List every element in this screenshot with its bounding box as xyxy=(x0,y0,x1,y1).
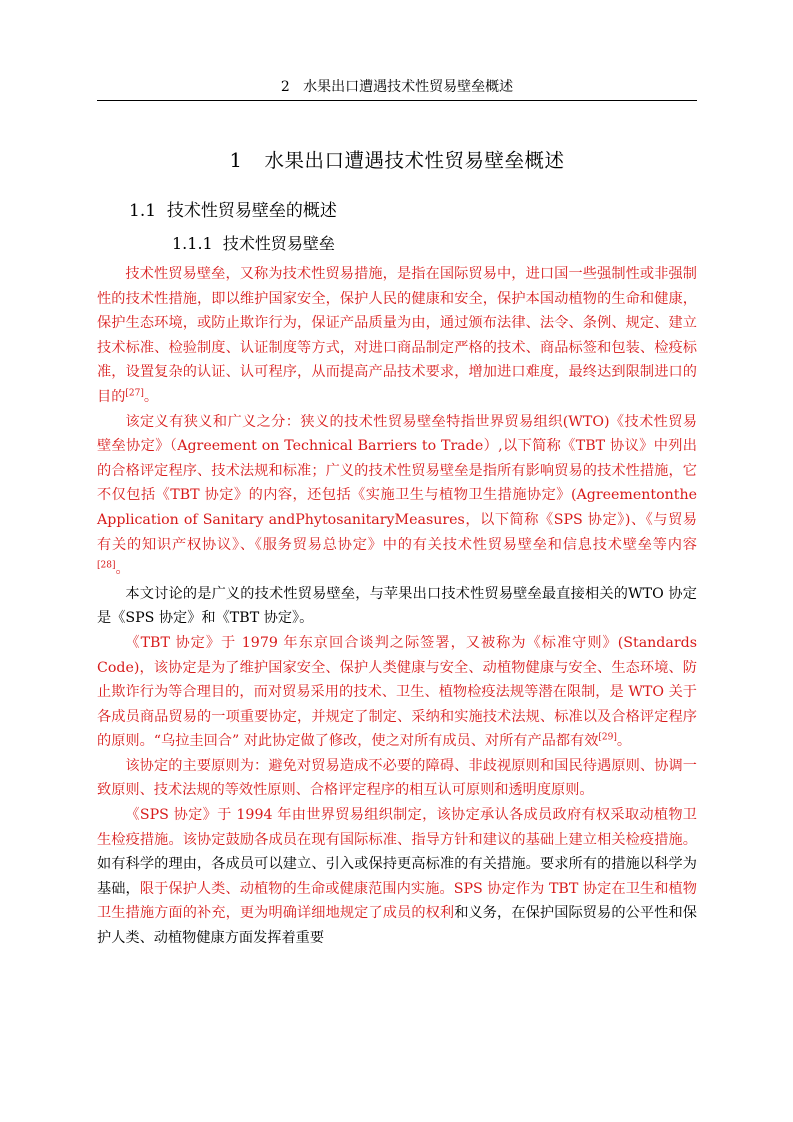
paragraph-scope xyxy=(97,582,697,631)
citation-ref: [27] xyxy=(125,388,144,399)
subsection-heading xyxy=(172,233,335,255)
paragraph-text: 该协定的主要原则为：避免对贸易造成不必要的障碍、非歧视原则和国民待遇原则、协调一致原则、技术法规的等效性原则、合格评定程序的相互认可原则和透明度原则。 xyxy=(97,757,697,799)
paragraph-principles xyxy=(97,754,697,803)
header-title: 水果出口遭遇技术性贸易壁垒概述 xyxy=(303,79,514,95)
paragraph-end: 。 xyxy=(115,561,130,578)
running-header xyxy=(97,78,697,96)
body-text xyxy=(97,262,697,951)
chapter-number: 1 xyxy=(229,149,243,172)
chapter-heading xyxy=(97,148,697,174)
paragraph-sps xyxy=(97,803,697,951)
citation-ref: [28] xyxy=(97,560,116,571)
paragraph-text: 《TBT 协定》于 1979 年东京回合谈判之际签署，又被称为《标准守则》(Standards Code)，该协定是为了维护国家安全、保护人类健康与安全、动植物健康与安全、生态环境、防止欺诈行为等合理目的，而对贸易采用的技术、卫生、植物检疫法规等潜在限制，是 WTO 关于各成员商品贸易的一项重要协定，并规定了制定、采纳和实施技术法规、标准以及合格评定程序的原则。“乌拉圭回合” 对此协定做了修改，使之对所有成员、对所有产品都有效 xyxy=(97,634,697,750)
subsection-number: 1.1.1 xyxy=(172,234,213,253)
paragraph-text: 该定义有狭义和广义之分：狭义的技术性贸易壁垒特指世界贸易组织(WTO)《技术性贸易壁垒协定》（Agreement on Technical Barriers to Trade）,以下简称《TBT 协议》中列出的合格评定程序、技术法规和标准；广义的技术性贸易壁垒是指所有影响贸易的技术性措施，它不仅包括《TBT 协定》的内容，还包括《实施卫生与植物卫生措施协定》(Agreementonthe Application of Sanitary andPhytosanitaryMeasures，以下简称《SPS 协定》)、《与贸易有关的知识产权协议》、《服务贸易总协定》中的有关技术性贸易壁垒和信息技术壁垒等内容 xyxy=(97,413,697,553)
paragraph-definition xyxy=(97,262,697,410)
section-heading xyxy=(129,199,337,223)
citation-ref: [29] xyxy=(598,732,617,743)
paragraph-end: 。 xyxy=(143,388,159,405)
paragraph-segment: 限于保护人类、动植物的生命或健康范围内实施。SPS 协定作为 TBT 协定在卫生和植物卫生措施方面的补充，更为明确详细地规定了成员的权利 xyxy=(97,880,697,922)
subsection-title: 技术性贸易壁垒 xyxy=(222,234,335,253)
header-divider xyxy=(97,100,697,101)
paragraph-text: 技术性贸易壁垒，又称为技术性贸易措施，是指在国际贸易中，进口国一些强制性或非强制性的技术性措施，即以维护国家安全，保护人民的健康和安全，保护本国动植物的生命和健康，保护生态环境，或防止欺诈行为，保证产品质量为由，通过颁布法律、法令、条例、规定、建立技术标准、检验制度、认证制度等方式，对进口商品制定严格的技术、商品标签和包装、检疫标准，设置复杂的认证、认可程序，从而提高产品技术要求，增加进口难度，最终达到限制进口的目的 xyxy=(97,266,697,405)
paragraph-segment: 如有科学的理由，各成员可以建立、引入或保持更高标准的有关措施。要求所有的措施以科学为基础， xyxy=(97,856,697,897)
chapter-title: 水果出口遭遇技术性贸易壁垒概述 xyxy=(264,149,565,172)
section-title: 技术性贸易壁垒的概述 xyxy=(166,201,337,221)
paragraph-segment: 和义务，在保护国际贸易的公平性和保护人类、动植物健康方面发挥着重要 xyxy=(97,905,697,947)
paragraph-narrow-broad xyxy=(97,410,697,582)
paragraph-segment: 《SPS 协定》于 1994 年由世界贸易组织制定，该协定承认各成员政府有权采取动植物卫生检疫措施。该协定鼓励各成员在现有国际标准、指导方针和建议的基础上建立相关检疫措施。 xyxy=(97,807,697,848)
header-chapter-number: 2 xyxy=(280,79,290,95)
paragraph-tbt xyxy=(97,631,697,754)
section-number: 1.1 xyxy=(129,201,157,221)
paragraph-end: 。 xyxy=(616,733,632,750)
paragraph-text: 本文讨论的是广义的技术性贸易壁垒，与苹果出口技术性贸易壁垒最直接相关的WTO 协定是《SPS 协定》和《TBT 协定》。 xyxy=(97,585,697,627)
